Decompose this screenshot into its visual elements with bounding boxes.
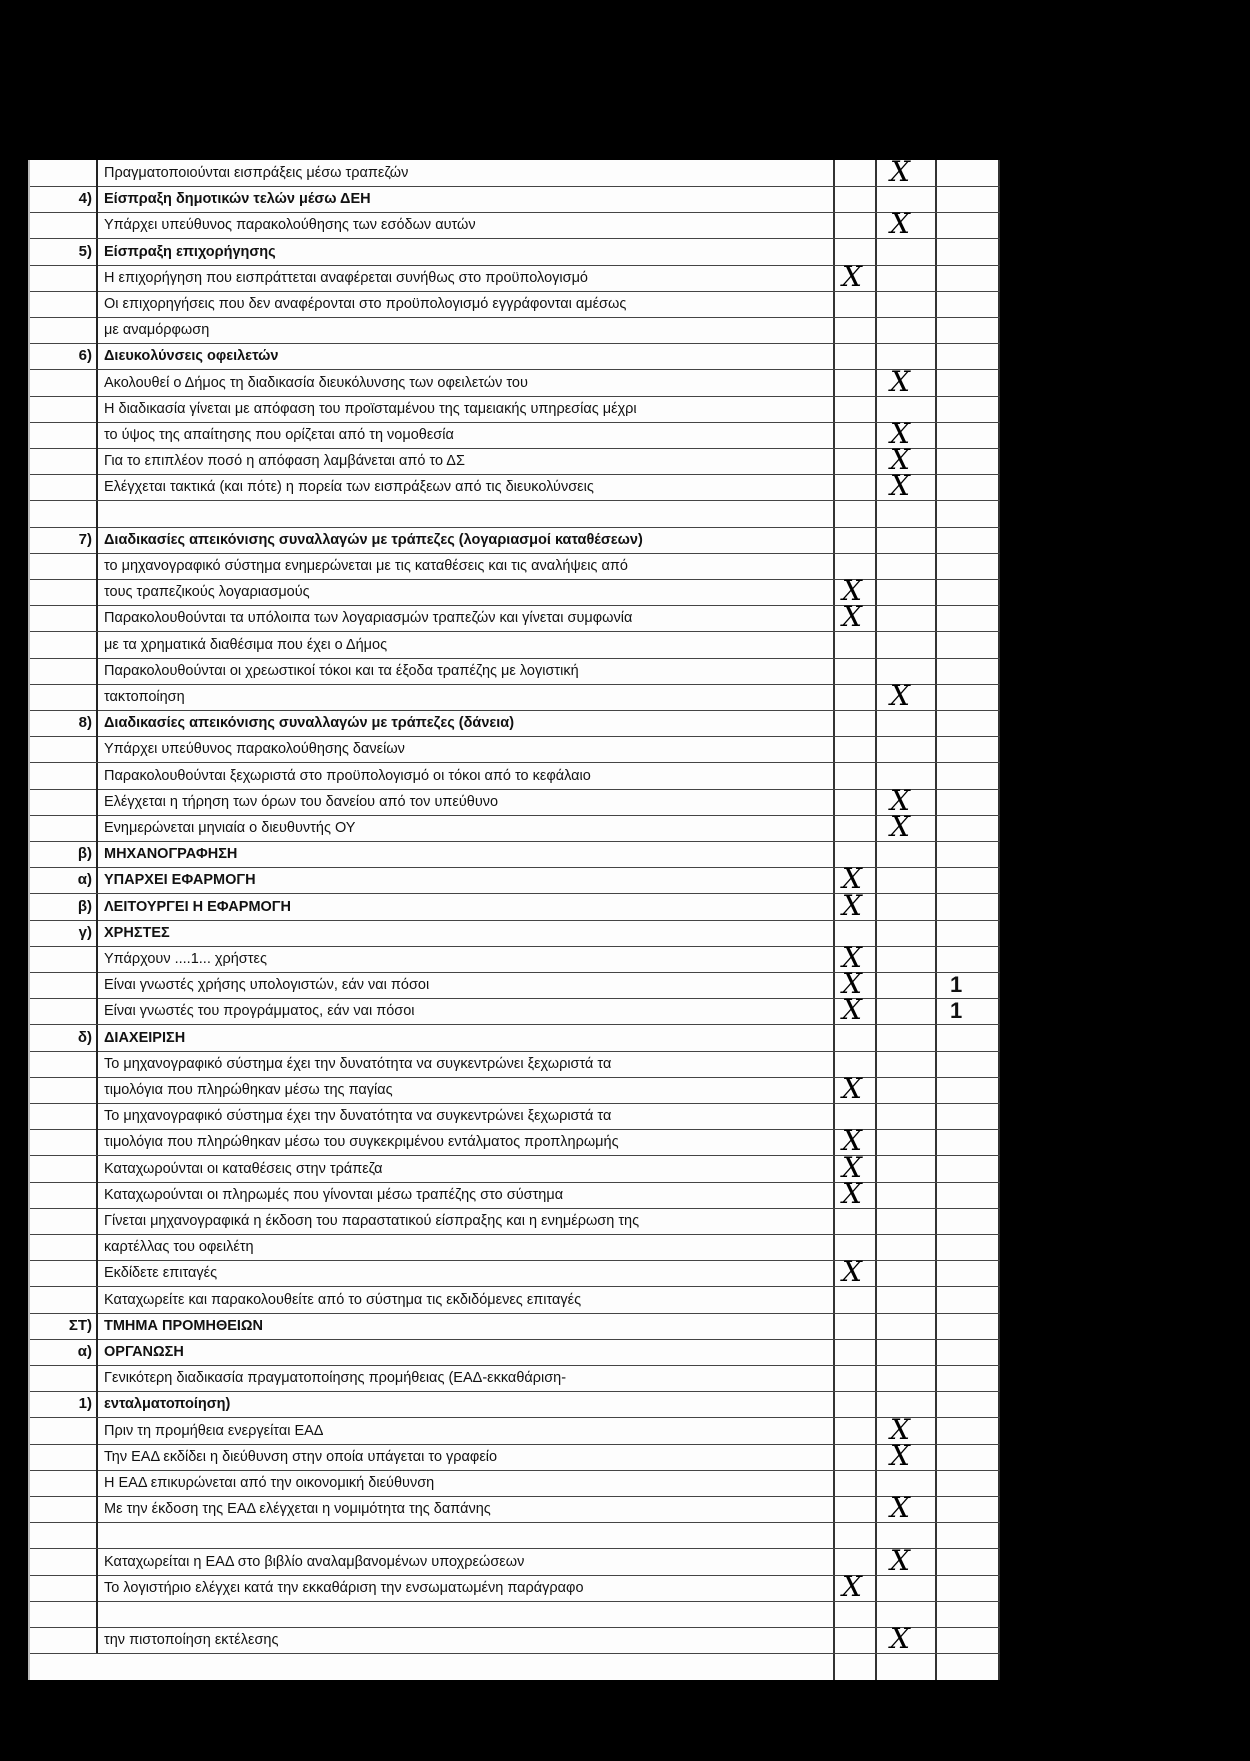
check-mark-icon: X	[842, 941, 862, 974]
user-count: 1	[950, 998, 963, 1023]
checklist-row	[30, 443, 1000, 476]
check-mark-icon: X	[842, 260, 862, 293]
row-text: Ακολουθεί ο Δήμος τη διαδικασία διευκόλυνσης των οφειλετών του	[96, 370, 839, 396]
row-text: Το λογιστήριο ελέγχει κατά την εκκαθάριση την ενσωματωμένη παράγραφο	[96, 1575, 839, 1601]
check-mark-icon: X	[890, 155, 910, 188]
checklist-row	[30, 1208, 1000, 1235]
row-text: Παρακολουθούνται ξεχωριστά στο προϋπολογισμό οι τόκοι από το κεφάλαιο	[96, 763, 839, 789]
check-mark-icon: X	[842, 1124, 862, 1157]
checklist-row	[30, 889, 1000, 922]
row-text: ΔΙΑΧΕΙΡΙΣΗ	[96, 1025, 839, 1051]
row-number: α)	[77, 871, 92, 888]
checklist-row	[30, 1439, 1000, 1472]
row-number: α)	[77, 1343, 92, 1360]
checklist-row	[30, 1470, 1000, 1497]
checklist-row	[30, 1287, 1000, 1314]
checklist-row	[30, 1339, 1000, 1366]
checklist-row	[30, 317, 1000, 344]
row-text: Το μηχανογραφικό σύστημα έχει την δυνατότητα να συγκεντρώνει ξεχωριστά τα	[96, 1103, 839, 1129]
row-text: Με την έκδοση της ΕΑΔ ελέγχεται η νομιμότητα της δαπάνης	[96, 1496, 839, 1522]
row-text: τους τραπεζικούς λογαριασμούς	[96, 579, 839, 605]
checklist-row	[30, 365, 1000, 398]
checklist-row	[30, 1025, 1000, 1052]
checklist-row	[30, 993, 1000, 1026]
row-number: β)	[77, 898, 92, 915]
audit-checklist-page	[28, 155, 1000, 1680]
row-text: την πιστοποίηση εκτέλεσης	[96, 1627, 839, 1653]
row-text: με αναμόρφωση	[96, 317, 839, 343]
row-text: τιμολόγια που πληρώθηκαν μέσω του συγκεκριμένου εντάλματος προπληρωμής	[96, 1129, 839, 1155]
checklist-row	[30, 600, 1000, 633]
checklist-row	[30, 679, 1000, 712]
check-mark-icon: X	[842, 1255, 862, 1288]
row-text: Γενικότερη διαδικασία πραγματοποίησης προμήθειας (ΕΑΔ-εκκαθάριση-	[96, 1365, 839, 1391]
row-text: Για το επιπλέον ποσό η απόφαση λαμβάνεται από το ΔΣ	[96, 448, 839, 474]
row-number: δ)	[77, 1029, 92, 1046]
checklist-row	[30, 396, 1000, 423]
row-text	[96, 1522, 839, 1548]
check-mark-icon: X	[890, 1439, 910, 1472]
check-mark-icon: X	[890, 784, 910, 817]
row-text: Η ΕΑΔ επικυρώνεται από την οικονομική διεύθυνση	[96, 1470, 839, 1496]
checklist-row	[30, 632, 1000, 659]
row-text: ΛΕΙΤΟΥΡΓΕΙ Η ΕΦΑΡΜΟΓΗ	[96, 894, 839, 920]
checklist-row	[30, 260, 1000, 293]
checklist-row	[30, 501, 1000, 528]
row-text: ΧΡΗΣΤΕΣ	[96, 920, 839, 946]
row-text	[96, 501, 839, 527]
row-number: 1)	[78, 1395, 92, 1412]
row-text: Είσπραξη δημοτικών τελών μέσω ΔΕΗ	[96, 186, 839, 212]
check-mark-icon: X	[890, 443, 910, 476]
row-text: Οι επιχορηγήσεις που δεν αναφέρονται στο προϋπολογισμό εγγράφονται αμέσως	[96, 291, 839, 317]
row-text: ΤΜΗΜΑ ΠΡΟΜΗΘΕΙΩΝ	[96, 1313, 839, 1339]
checklist-row	[30, 1491, 1000, 1524]
checklist-row	[30, 343, 1000, 370]
row-text: τακτοποίηση	[96, 684, 839, 710]
row-number: 6)	[78, 347, 92, 364]
row-text: Γίνεται μηχανογραφικά η έκδοση του παραστατικού είσπραξης και η ενημέρωση της	[96, 1208, 839, 1234]
checklist-row	[30, 291, 1000, 318]
check-mark-icon: X	[842, 889, 862, 922]
row-text: Την ΕΑΔ εκδίδει η διεύθυνση στην οποία υπάγεται το γραφείο	[96, 1444, 839, 1470]
row-number: 7)	[78, 531, 92, 548]
row-text: Παρακολουθούνται οι χρεωστικοί τόκοι και τα έξοδα τραπέζης με λογιστική	[96, 658, 839, 684]
checklist-row	[30, 763, 1000, 790]
row-text: Είναι γνωστές του προγράμματος, εάν ναι πόσοι	[96, 998, 839, 1024]
row-text: Καταχωρούνται οι πληρωμές που γίνονται μέσω τραπέζης στο σύστημα	[96, 1182, 839, 1208]
row-text: Η επιχορήγηση που εισπράττεται αναφέρεται συνήθως στο προϋπολογισμό	[96, 265, 839, 291]
checklist-row	[30, 155, 1000, 188]
check-mark-icon: X	[842, 993, 862, 1026]
row-text: το μηχανογραφικό σύστημα ενημερώνεται με τις καταθέσεις και τις αναλήψεις από	[96, 553, 839, 579]
row-text: Είσπραξη επιχορήγησης	[96, 239, 839, 265]
check-mark-icon: X	[890, 365, 910, 398]
checklist-row	[30, 1570, 1000, 1603]
row-text: Πριν τη προμήθεια ενεργείται ΕΑΔ	[96, 1418, 839, 1444]
row-number: 5)	[78, 243, 92, 260]
checklist-row	[30, 1177, 1000, 1210]
row-text: ΟΡΓΑΝΩΣΗ	[96, 1339, 839, 1365]
check-mark-icon: X	[890, 469, 910, 502]
check-mark-icon: X	[842, 1570, 862, 1603]
row-text: Καταχωρούνται οι καταθέσεις στην τράπεζα	[96, 1156, 839, 1182]
row-text: Ελέγχεται τακτικά (και πότε) η πορεία των εισπράξεων από τις διευκολύνσεις	[96, 474, 839, 500]
row-text: Ελέγχεται η τήρηση των όρων του δανείου από τον υπεύθυνο	[96, 789, 839, 815]
row-text: καρτέλλας του οφειλέτη	[96, 1234, 839, 1260]
checklist-row	[30, 469, 1000, 502]
row-text: ενταλματοποίηση)	[96, 1391, 839, 1417]
checklist-row	[30, 710, 1000, 737]
row-text: Διαδικασίες απεικόνισης συναλλαγών με τράπεζες (δάνεια)	[96, 710, 839, 736]
row-text: με τα χρηματικά διαθέσιμα που έχει ο Δήμος	[96, 632, 839, 658]
row-text: Διαδικασίες απεικόνισης συναλλαγών με τράπεζες (λογαριασμοί καταθέσεων)	[96, 527, 839, 553]
check-mark-icon: X	[890, 1544, 910, 1577]
row-number: 4)	[78, 190, 92, 207]
check-mark-icon: X	[890, 1491, 910, 1524]
check-mark-icon: X	[842, 1177, 862, 1210]
row-text: Υπάρχουν ....1... χρήστες	[96, 946, 839, 972]
checklist-row	[30, 417, 1000, 450]
row-text: Η διαδικασία γίνεται με απόφαση του προϊσταμένου της ταμειακής υπηρεσίας μέχρι	[96, 396, 839, 422]
checklist-row	[30, 1391, 1000, 1418]
row-text: Καταχωρείται η ΕΑΔ στο βιβλίο αναλαμβανομένων υποχρεώσεων	[96, 1549, 839, 1575]
checklist-row	[30, 784, 1000, 817]
row-text: Υπάρχει υπεύθυνος παρακολούθησης δανείων	[96, 736, 839, 762]
row-text: Παρακολουθούνται τα υπόλοιπα των λογαριασμών τραπεζών και γίνεται συμφωνία	[96, 605, 839, 631]
checklist-row	[30, 1413, 1000, 1446]
row-text: Ενημερώνεται μηνιαία ο διευθυντής ΟΥ	[96, 815, 839, 841]
row-number: 8)	[78, 714, 92, 731]
row-text: ΜΗΧΑΝΟΓΡΑΦΗΣΗ	[96, 841, 839, 867]
checklist-row	[30, 186, 1000, 213]
row-text: Καταχωρείτε και παρακολουθείτε από το σύστημα τις εκδιδόμενες επιταγές	[96, 1287, 839, 1313]
checklist-row	[30, 658, 1000, 685]
checklist-row	[30, 1313, 1000, 1340]
row-text: Είναι γνωστές χρήσης υπολογιστών, εάν ναι πόσοι	[96, 972, 839, 998]
row-number: β)	[77, 845, 92, 862]
check-mark-icon: X	[890, 207, 910, 240]
row-number: ΣΤ)	[68, 1317, 92, 1334]
row-text: ΥΠΑΡΧΕΙ ΕΦΑΡΜΟΓΗ	[96, 867, 839, 893]
checklist-row	[30, 810, 1000, 843]
check-mark-icon: X	[842, 967, 862, 1000]
user-count: 1	[950, 972, 963, 997]
checklist-row	[30, 736, 1000, 763]
check-mark-icon: X	[842, 1151, 862, 1184]
check-mark-icon: X	[842, 574, 862, 607]
row-number: γ)	[78, 924, 92, 941]
row-text: τιμολόγια που πληρώθηκαν μέσω της παγίας	[96, 1077, 839, 1103]
checklist-row	[30, 1522, 1000, 1549]
check-mark-icon: X	[890, 1413, 910, 1446]
row-text: Υπάρχει υπεύθυνος παρακολούθησης των εσόδων αυτών	[96, 212, 839, 238]
checklist-row	[30, 207, 1000, 240]
row-text: το ύψος της απαίτησης που ορίζεται από τη νομοθεσία	[96, 422, 839, 448]
check-mark-icon: X	[890, 417, 910, 450]
checklist-row	[30, 1365, 1000, 1392]
check-mark-icon: X	[890, 810, 910, 843]
row-text	[96, 1601, 839, 1627]
check-mark-icon: X	[890, 1622, 910, 1655]
check-mark-icon: X	[842, 600, 862, 633]
check-mark-icon: X	[890, 679, 910, 712]
row-text: Εκδίδετε επιταγές	[96, 1260, 839, 1286]
checklist-row	[30, 527, 1000, 554]
check-mark-icon: X	[842, 862, 862, 895]
check-mark-icon: X	[842, 1072, 862, 1105]
row-text: Το μηχανογραφικό σύστημα έχει την δυνατότητα να συγκεντρώνει ξεχωριστά τα	[96, 1051, 839, 1077]
checklist-row	[30, 1622, 1000, 1655]
row-text: Διευκολύνσεις οφειλετών	[96, 343, 839, 369]
checklist-row	[30, 1601, 1000, 1628]
checklist-row	[30, 1072, 1000, 1105]
checklist-row	[30, 1255, 1000, 1288]
row-text: Πραγματοποιούνται εισπράξεις μέσω τραπεζών	[96, 160, 839, 186]
